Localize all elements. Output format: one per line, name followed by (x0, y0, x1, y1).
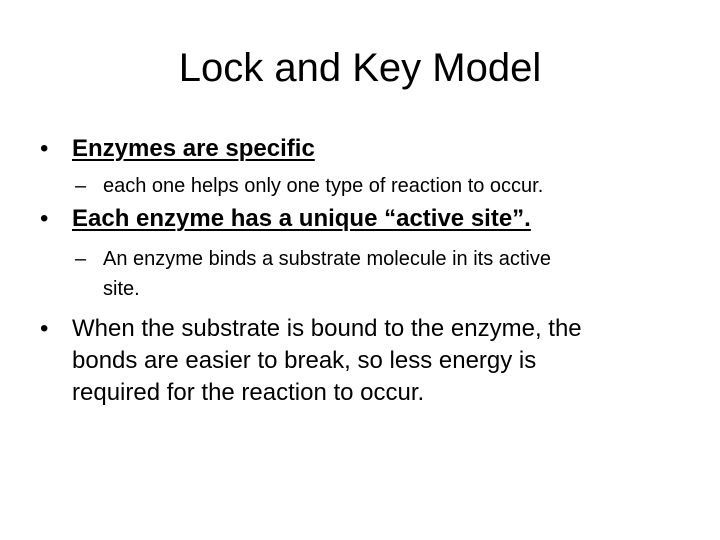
bullet-item-2 (40, 203, 700, 235)
sub-bullet-2 (75, 247, 705, 302)
bullet-item-1 (40, 133, 700, 165)
bullet-text-line-1: When the substrate is bound to the enzyme, the (72, 315, 582, 342)
bullet-marker: • (40, 315, 49, 342)
sub-bullet-text-line-1: An enzyme binds a substrate molecule in its active (103, 248, 551, 270)
bullet-text-line-2: bonds are easier to break, so less energy is (72, 347, 537, 374)
bullet-text: Enzymes are specific (72, 135, 315, 162)
bullet-marker: • (40, 205, 49, 232)
slide-title: Lock and Key Model (178, 46, 542, 90)
bullet-text-line-3: required for the reaction to occur. (72, 379, 425, 406)
sub-bullet-text: each one helps only one type of reaction to occur. (103, 175, 544, 197)
sub-bullet-marker: – (75, 248, 87, 270)
bullet-text: Each enzyme has a unique “active site”. (72, 205, 531, 232)
bullet-marker: • (40, 135, 49, 162)
bullet-item-3 (40, 313, 700, 409)
sub-bullet-marker: – (75, 175, 87, 197)
sub-bullet-text-line-2: site. (103, 278, 140, 300)
sub-bullet-1 (75, 174, 705, 199)
